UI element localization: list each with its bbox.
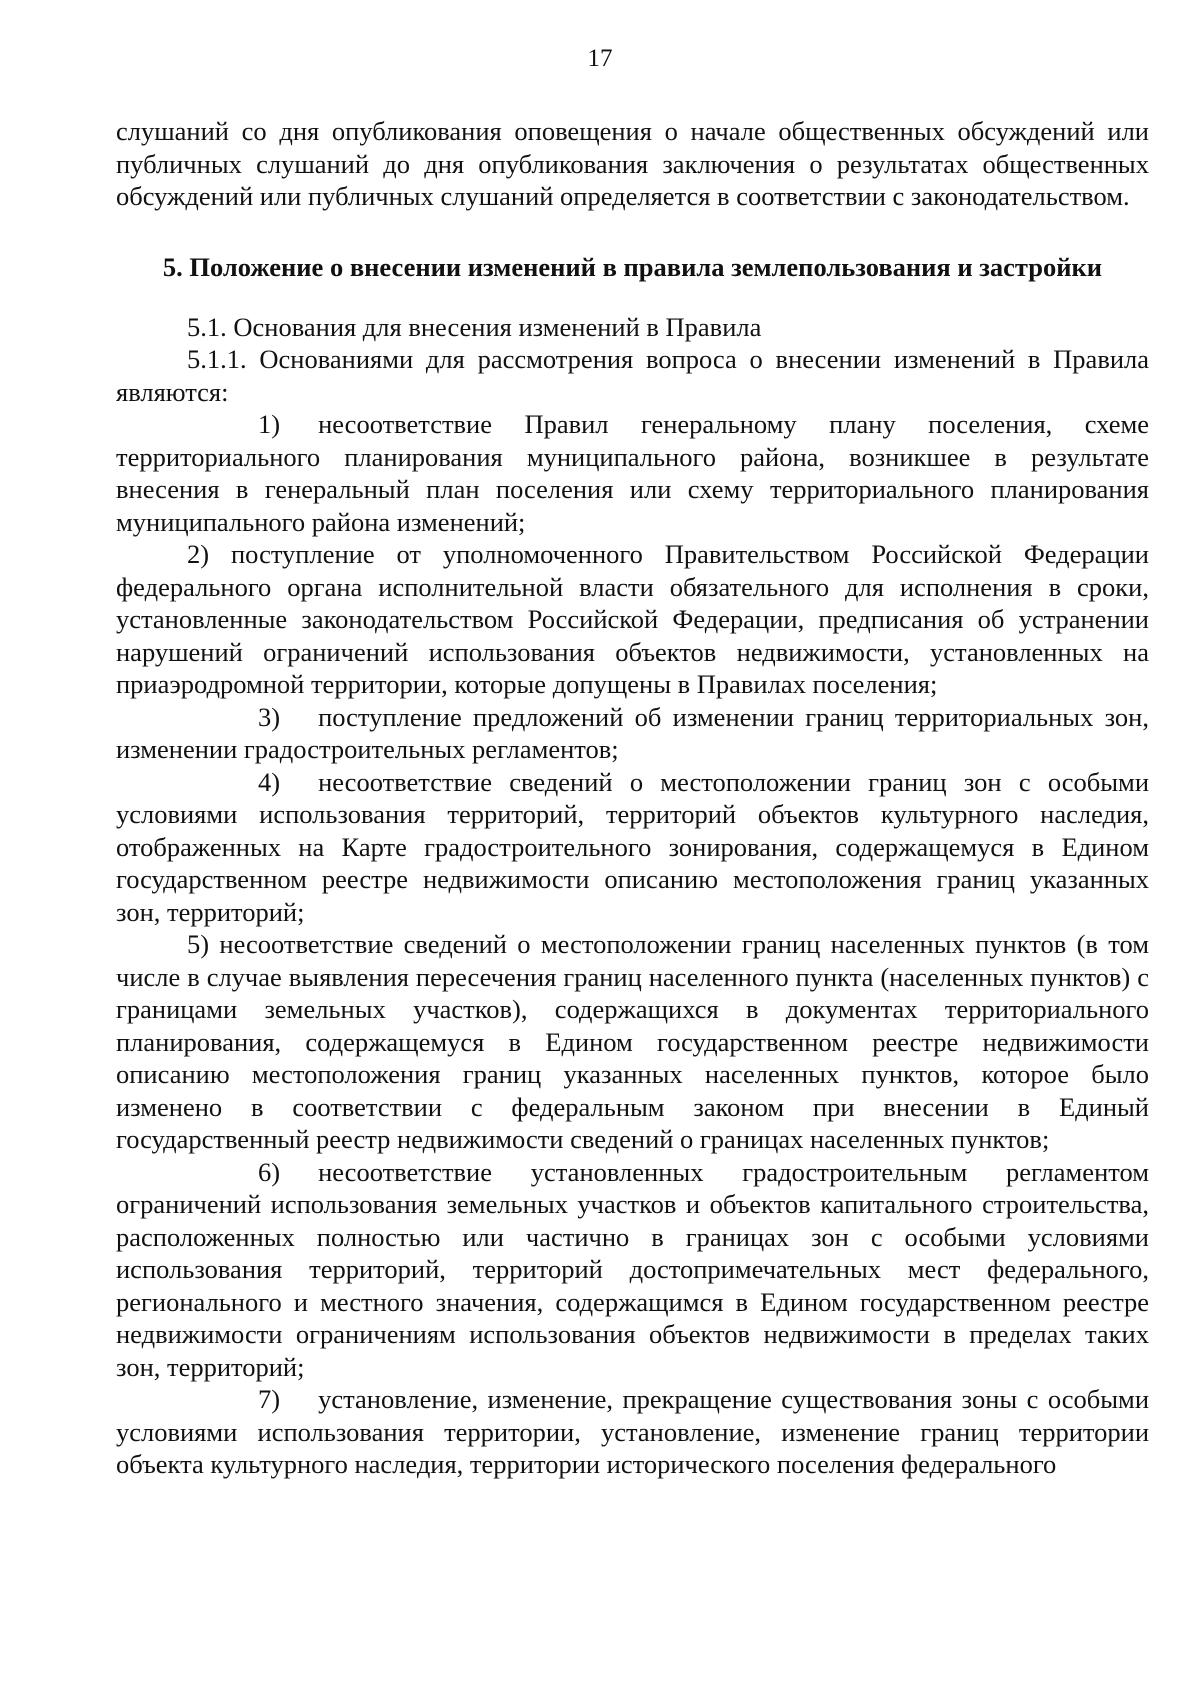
subsection-5-1-1: 5.1.1. Основаниями для рассмотрения вопроса о внесении изменений в Правила являются: — [116, 344, 1149, 407]
list-item-2: 2) поступление от уполномоченного Правительством Российской Федерации федерального органа исполнительной власти обязательного для исполнения в сроки, установленные законодательством Российской Федерации, предписания об устранении нарушений ограничений использования объектов недвижимости, установленных на приаэродромной территории, которые допущены в Правилах поселения; — [116, 539, 1149, 699]
subsection-5-1: 5.1. Основания для внесения изменений в Правила — [187, 311, 762, 342]
list-item-3 — [116, 701, 1149, 766]
page-number: 17 — [587, 45, 613, 72]
list-item-4 — [116, 766, 1149, 929]
paragraph-intro: слушаний со дня опубликования оповещения о начале общественных обсуждений или публичных слушаний до дня опубликования заключения о результатах общественных обсуждений или публичных слушаний определяется в соответствии с законодательством. — [116, 116, 1149, 211]
section-heading: 5. Положение о внесении изменений в правила землепользования и застройки — [162, 251, 1103, 282]
list-item-6 — [116, 1156, 1149, 1384]
list-item-5: 5) несоответствие сведений о местоположении границ населенных пунктов (в том числе в случае выявления пересечения границ населенного пункта (населенных пунктов) с границами земельных участков), содержащихся в документах территориального планирования, содержащемуся в Едином государственном реестре недвижимости описанию местоположения границ указанных населенных пунктов, которое было изменено в соответствии с федеральным законом при внесении в Единый государственный реестр недвижимости сведений о границах населенных пунктов; — [116, 929, 1149, 1154]
list-item-6-text: несоответствие установленных градостроительным регламентом ограничений использования земельных участков и объектов капитального строительства, расположенных полностью или частично в границах зон с особыми условиями использования территорий, территорий достопримечательных мест федерального, регионального и местного значения, содержащимся в Едином государственном реестре недвижимости ограничениям использования объектов недвижимости в пределах таких зон, территорий; — [116, 1156, 1149, 1382]
list-item-3-number: 3) — [258, 701, 281, 732]
list-item-3-text: поступление предложений об изменении границ территориальных зон, изменении градостроительных регламентов; — [116, 701, 1149, 764]
list-item-1 — [116, 408, 1149, 538]
document-body — [116, 115, 1149, 1481]
list-item-6-number: 6) — [258, 1156, 281, 1187]
list-item-7 — [116, 1383, 1149, 1481]
list-item-4-text: несоответствие сведений о местоположении границ зон с особыми условиями использования территорий, территорий объектов культурного наследия, отображенных на Карте градостроительного зонирования, содержащемуся в Едином государственном реестре недвижимости описанию местоположения границ указанных зон, территорий; — [116, 766, 1149, 927]
list-item-1-number: 1) — [258, 409, 281, 439]
list-item-7-text: установление, изменение, прекращение существования зоны с особыми условиями использования территории, установление, изменение границ территории объекта культурного наследия, территории исторического поселения федерального — [116, 1384, 1149, 1479]
list-item-1-text: несоответствие Правил генеральному плану поселения, схеме территориального планирования муниципального района, возникшее в результате внесения в генеральный план поселения или схему территориального планирования муниципального района изменений; — [116, 409, 1149, 537]
list-item-7-number: 7) — [258, 1384, 281, 1414]
list-item-4-number: 4) — [258, 766, 281, 797]
